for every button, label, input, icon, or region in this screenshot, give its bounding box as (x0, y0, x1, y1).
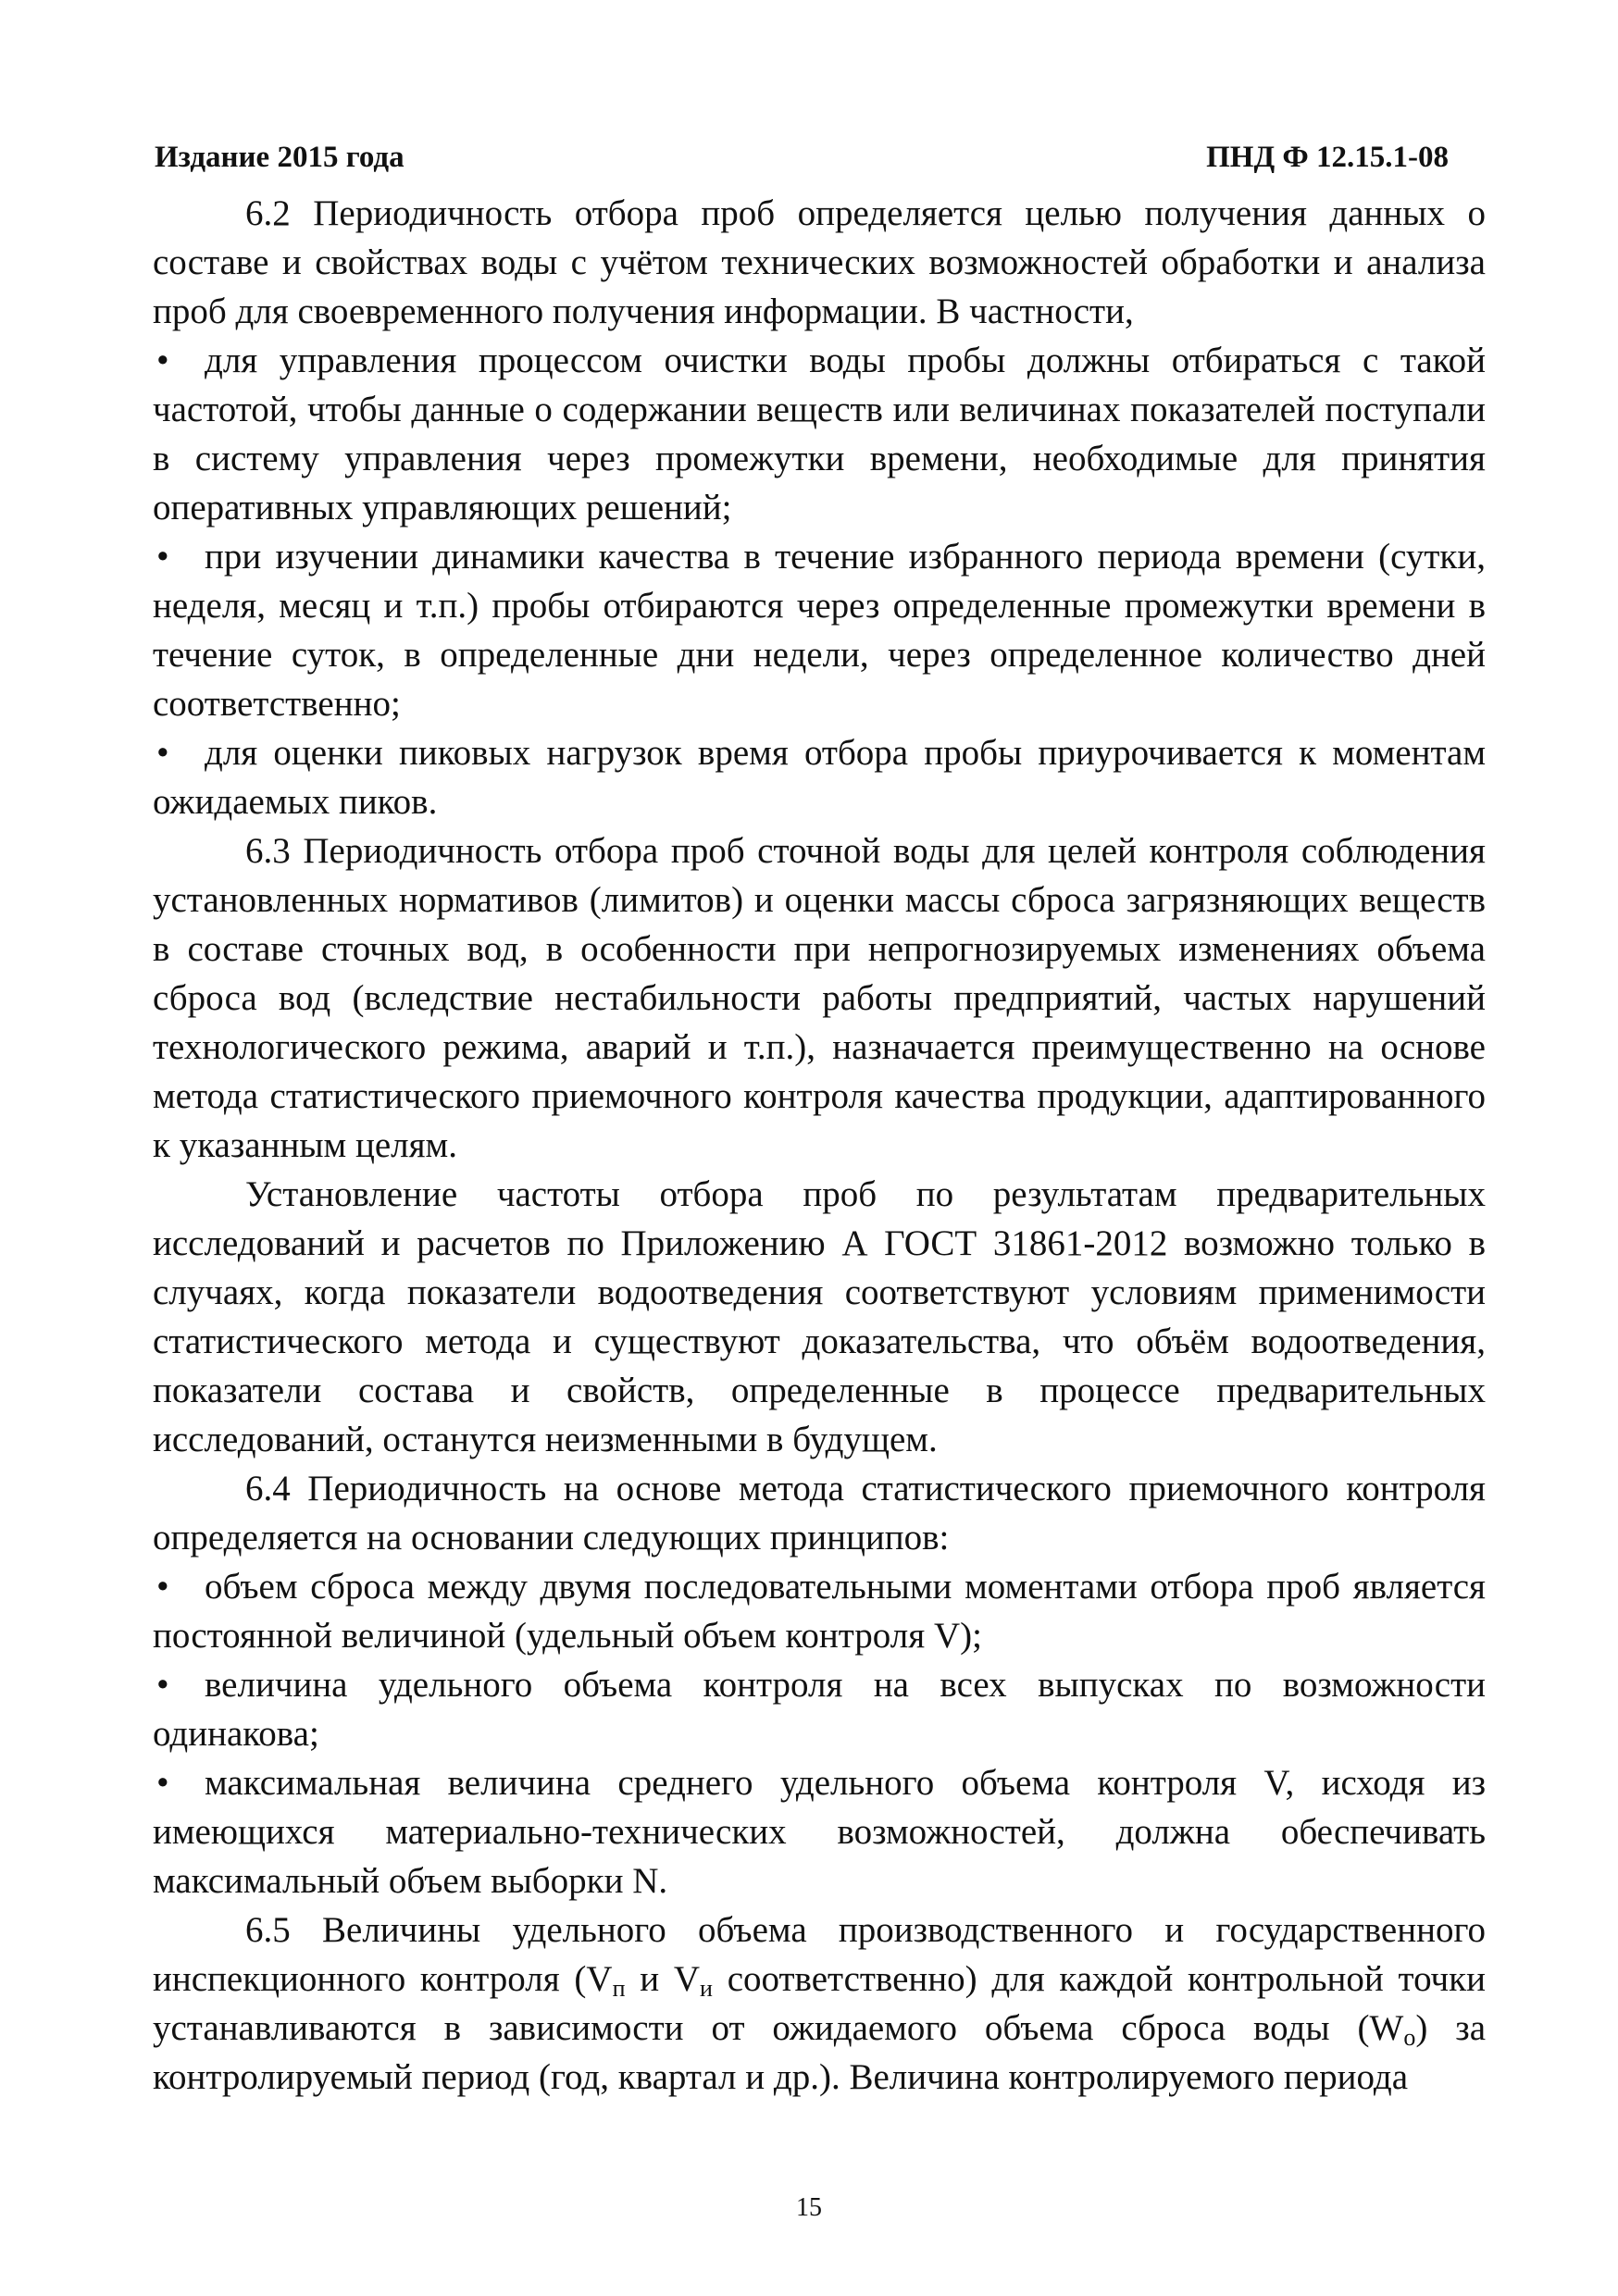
bullet-icon: • (156, 1763, 169, 1803)
paragraph-6-5-part-2: и V (625, 1959, 701, 1999)
list-item (153, 728, 1486, 826)
paragraph-6-2: 6.2 Периодичность отбора проб определяется целью получения данных о составе и свойствах воды с учётом технических возможностей обработки и анализа проб для своевременного получения информации. В частности, (153, 193, 1486, 331)
paragraph-6-5-part-1: 6.5 Величины удельного объема производственного и государственного инспекционного контроля (V (153, 1910, 1486, 1999)
paragraph-6-5-part-3: соответственно) для каждой контрольной точки устанавливаются в зависимости от ожидаемого объема сброса воды (W (153, 1959, 1486, 2048)
edition-label: Издание 2015 года (155, 141, 404, 174)
list-item-text: для оценки пиковых нагрузок время отбора пробы приурочивается к моментам ожидаемых пиков. (153, 733, 1486, 822)
list-item (153, 1660, 1486, 1758)
list-item-text: для управления процессом очистки воды пробы должны отбираться с такой частотой, чтобы данные о содержании веществ или величинах показателей поступали в систему управления через промежутки времени, необходимые для принятия оперативных управляющих решений; (153, 341, 1486, 527)
paragraph-6-3-continued: Установление частоты отбора проб по результатам предварительных исследований и расчетов по Приложению А ГОСТ 31861-2012 возможно только в случаях, когда показатели водоотведения соответствуют условиям применимости статистического метода и существуют доказательства, что объём водоотведения, показатели состава и свойств, определенные в процессе предварительных исследований, останутся неизменными в будущем. (153, 1174, 1486, 1459)
list-item-text: при изучении динамики качества в течение избранного периода времени (сутки, неделя, месяц и т.п.) пробы отбираются через определенные промежутки времени в течение суток, в определенные дни недели, через определенное количество дней соответственно; (153, 537, 1486, 724)
bullet-icon: • (156, 537, 169, 577)
document-code: ПНД Ф 12.15.1-08 (1206, 141, 1449, 174)
list-item (153, 532, 1486, 728)
paragraph-6-5 (153, 1905, 1486, 2102)
list-item (153, 1562, 1486, 1660)
subscript-o: о (1403, 2024, 1416, 2051)
list-item-text: максимальная величина среднего удельного объема контроля V, исходя из имеющихся материально-технических возможностей, должна обеспечивать максимальный объем выборки N. (153, 1763, 1486, 1901)
subscript-i: и (700, 1975, 713, 2002)
list-item (153, 1758, 1486, 1905)
paragraph-6-5-part-4: ) за контролируемый период (год, квартал и др.). Величина контролируемого периода (153, 2008, 1487, 2097)
subscript-p: п (612, 1975, 626, 2002)
list-item (153, 336, 1486, 532)
bullet-icon: • (156, 341, 169, 380)
bullet-icon: • (156, 1665, 169, 1705)
page-header (153, 139, 1486, 176)
bullet-icon: • (156, 733, 169, 773)
paragraph-6-3: 6.3 Периодичность отбора проб сточной воды для целей контроля соблюдения установленных нормативов (лимитов) и оценки массы сброса загрязняющих веществ в составе сточных вод, в особенности при непрогнозируемых изменениях объема сброса вод (вследствие нестабильности работы предприятий, частых нарушений технологического режима, аварий и т.п.), назначается преимущественно на основе метода статистического приемочного контроля качества продукции, адаптированного к указанным целям. (153, 831, 1486, 1165)
page-number: 15 (796, 2193, 822, 2222)
paragraph-6-4: 6.4 Периодичность на основе метода статистического приемочного контроля определяется на основании следующих принципов: (153, 1469, 1486, 1558)
list-item-text: объем сброса между двумя последовательными моментами отбора проб является постоянной величиной (удельный объем контроля V); (153, 1567, 1486, 1656)
list-item-text: величина удельного объема контроля на всех выпусках по возможности одинакова; (153, 1665, 1486, 1754)
bullet-icon: • (156, 1567, 169, 1607)
document-page (153, 139, 1486, 2102)
